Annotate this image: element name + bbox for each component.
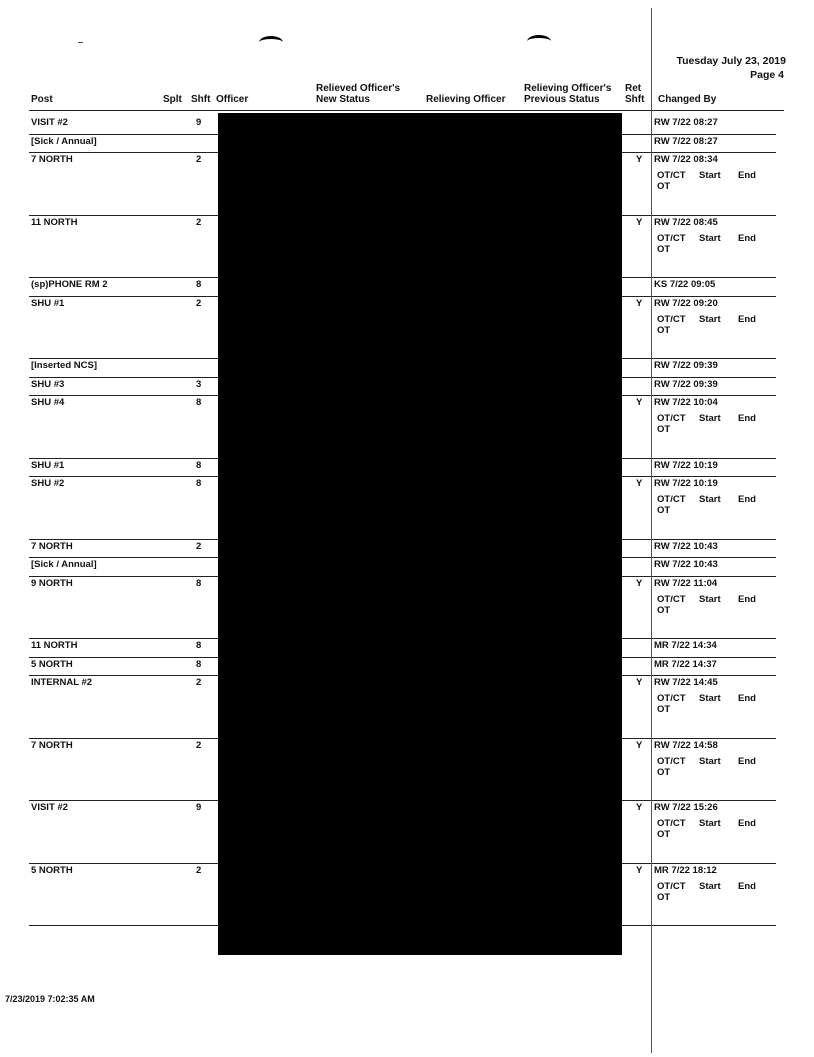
row-shft: 8: [196, 279, 202, 290]
row-ret: Y: [636, 154, 643, 165]
row-changed-by: RW 7/22 10:04: [654, 397, 718, 408]
row-post: 7 NORTH: [31, 540, 73, 552]
ot-value: OT: [657, 704, 671, 715]
row-changed-by: RW 7/22 09:39: [654, 360, 718, 371]
row-post: 11 NORTH: [31, 640, 78, 651]
ot-value: OT: [657, 891, 671, 903]
row-ret: Y: [636, 297, 643, 309]
row-shft: 9: [196, 802, 202, 813]
row-ret: Y: [636, 216, 643, 228]
row-post: SHU #1: [31, 297, 65, 309]
ot-end-label: End: [738, 232, 756, 244]
row-shft: 8: [196, 478, 202, 489]
ot-end-label: End: [738, 818, 756, 829]
row-shft: 2: [196, 216, 202, 228]
row-ret: Y: [636, 802, 643, 813]
row-changed-by: RW 7/22 10:43: [654, 559, 718, 570]
row-ret: Y: [636, 677, 643, 688]
col-changed-by: Changed By: [658, 94, 717, 105]
row-post: 5 NORTH: [31, 864, 73, 876]
ot-ct-label: OT/CT: [657, 170, 686, 181]
col-officer: Officer: [216, 94, 249, 105]
row-post: 9 NORTH: [31, 577, 73, 589]
row-ret: Y: [636, 478, 643, 489]
row-shft: 8: [196, 640, 202, 651]
row-post: 7 NORTH: [31, 154, 73, 165]
col-relieving-prev-1: Relieving Officer's: [524, 83, 612, 94]
col-relieved-status-2: New Status: [316, 94, 370, 105]
ot-end-label: End: [738, 593, 756, 605]
row-changed-by: RW 7/22 14:45: [654, 677, 718, 688]
row-post: SHU #2: [31, 478, 65, 489]
ot-end-label: End: [738, 413, 756, 424]
row-changed-by: RW 7/22 09:20: [654, 297, 718, 309]
row-shft: 2: [196, 864, 202, 876]
ot-value: OT: [657, 604, 671, 616]
header-rule: [29, 110, 784, 111]
row-shft: 8: [196, 658, 202, 670]
row-changed-by: RW 7/22 10:19: [654, 478, 718, 489]
ot-value: OT: [657, 181, 671, 192]
scan-speck: [78, 42, 83, 43]
row-post: 5 NORTH: [31, 658, 73, 670]
row-changed-by: RW 7/22 08:27: [654, 135, 718, 147]
ot-value: OT: [657, 324, 671, 336]
ot-ct-label: OT/CT: [657, 313, 686, 325]
row-shft: 2: [196, 297, 202, 309]
row-shft: 8: [196, 577, 202, 589]
ot-start-label: Start: [699, 693, 721, 704]
row-changed-by: RW 7/22 09:39: [654, 378, 718, 390]
col-ret-2: Shft: [625, 94, 645, 105]
redaction-block: [218, 113, 622, 955]
row-post: [Sick / Annual]: [31, 559, 97, 570]
ot-start-label: Start: [699, 494, 721, 505]
col-relieved-status-1: Relieved Officer's: [316, 83, 401, 94]
col-ret-1: Ret: [625, 83, 642, 94]
row-changed-by: RW 7/22 14:58: [654, 739, 718, 751]
ot-end-label: End: [738, 693, 756, 704]
ot-start-label: Start: [699, 593, 721, 605]
col-splt: Splt: [163, 94, 182, 105]
row-changed-by: RW 7/22 10:43: [654, 540, 718, 552]
ot-value: OT: [657, 766, 671, 778]
row-post: [Sick / Annual]: [31, 135, 97, 147]
row-shft: 2: [196, 540, 202, 552]
row-post: 7 NORTH: [31, 739, 73, 751]
ot-end-label: End: [738, 170, 756, 181]
ot-value: OT: [657, 505, 671, 516]
row-changed-by: RW 7/22 10:19: [654, 459, 718, 471]
ot-start-label: Start: [699, 413, 721, 424]
row-post: VISIT #2: [31, 117, 68, 128]
col-shft: Shft: [191, 94, 211, 105]
ot-end-label: End: [738, 494, 756, 505]
ot-ct-label: OT/CT: [657, 818, 686, 829]
row-shft: 8: [196, 397, 202, 408]
row-post: VISIT #2: [31, 802, 68, 813]
row-post: SHU #4: [31, 397, 65, 408]
ot-ct-label: OT/CT: [657, 232, 686, 244]
scan-line: [651, 8, 652, 1053]
ot-start-label: Start: [699, 313, 721, 325]
row-post: INTERNAL #2: [31, 677, 93, 688]
row-changed-by: RW 7/22 08:45: [654, 216, 718, 228]
punch-hole-mark-left: [259, 36, 283, 49]
ot-start-label: Start: [699, 755, 721, 767]
ot-start-label: Start: [699, 232, 721, 244]
row-post: 11 NORTH: [31, 216, 78, 228]
row-changed-by: RW 7/22 08:34: [654, 154, 718, 165]
col-post: Post: [31, 94, 53, 105]
ot-start-label: Start: [699, 880, 721, 892]
print-timestamp: 7/23/2019 7:02:35 AM: [5, 994, 95, 1004]
ot-value: OT: [657, 243, 671, 255]
ot-start-label: Start: [699, 170, 721, 181]
row-changed-by: MR 7/22 14:37: [654, 658, 717, 670]
row-shft: 3: [196, 378, 202, 390]
ot-value: OT: [657, 829, 671, 840]
row-post: SHU #3: [31, 378, 65, 390]
row-changed-by: RW 7/22 08:27: [654, 117, 718, 128]
row-shft: 2: [196, 154, 202, 165]
ot-end-label: End: [738, 880, 756, 892]
ot-ct-label: OT/CT: [657, 755, 686, 767]
row-ret: Y: [636, 397, 643, 408]
punch-hole-mark-right: [527, 35, 551, 48]
row-shft: 2: [196, 677, 202, 688]
row-changed-by: RW 7/22 15:26: [654, 802, 718, 813]
ot-ct-label: OT/CT: [657, 693, 686, 704]
ot-ct-label: OT/CT: [657, 593, 686, 605]
row-post: [Inserted NCS]: [31, 360, 97, 371]
row-changed-by: KS 7/22 09:05: [654, 279, 716, 290]
row-shft: 9: [196, 117, 202, 128]
page-number: Page 4: [750, 69, 784, 81]
ot-end-label: End: [738, 755, 756, 767]
col-relieving-officer: Relieving Officer: [426, 94, 506, 105]
ot-ct-label: OT/CT: [657, 880, 686, 892]
ot-end-label: End: [738, 313, 756, 325]
ot-start-label: Start: [699, 818, 721, 829]
row-post: (sp)PHONE RM 2: [31, 279, 108, 290]
row-changed-by: RW 7/22 11:04: [654, 577, 718, 589]
row-changed-by: MR 7/22 14:34: [654, 640, 717, 651]
row-shft: 8: [196, 459, 202, 471]
row-ret: Y: [636, 739, 643, 751]
ot-ct-label: OT/CT: [657, 494, 686, 505]
row-ret: Y: [636, 577, 643, 589]
row-shft: 2: [196, 739, 202, 751]
row-changed-by: MR 7/22 18:12: [654, 864, 717, 876]
col-relieving-prev-2: Previous Status: [524, 94, 600, 105]
row-post: SHU #1: [31, 459, 65, 471]
ot-ct-label: OT/CT: [657, 413, 686, 424]
report-date: Tuesday July 23, 2019: [676, 55, 786, 67]
row-ret: Y: [636, 864, 643, 876]
ot-value: OT: [657, 424, 671, 435]
